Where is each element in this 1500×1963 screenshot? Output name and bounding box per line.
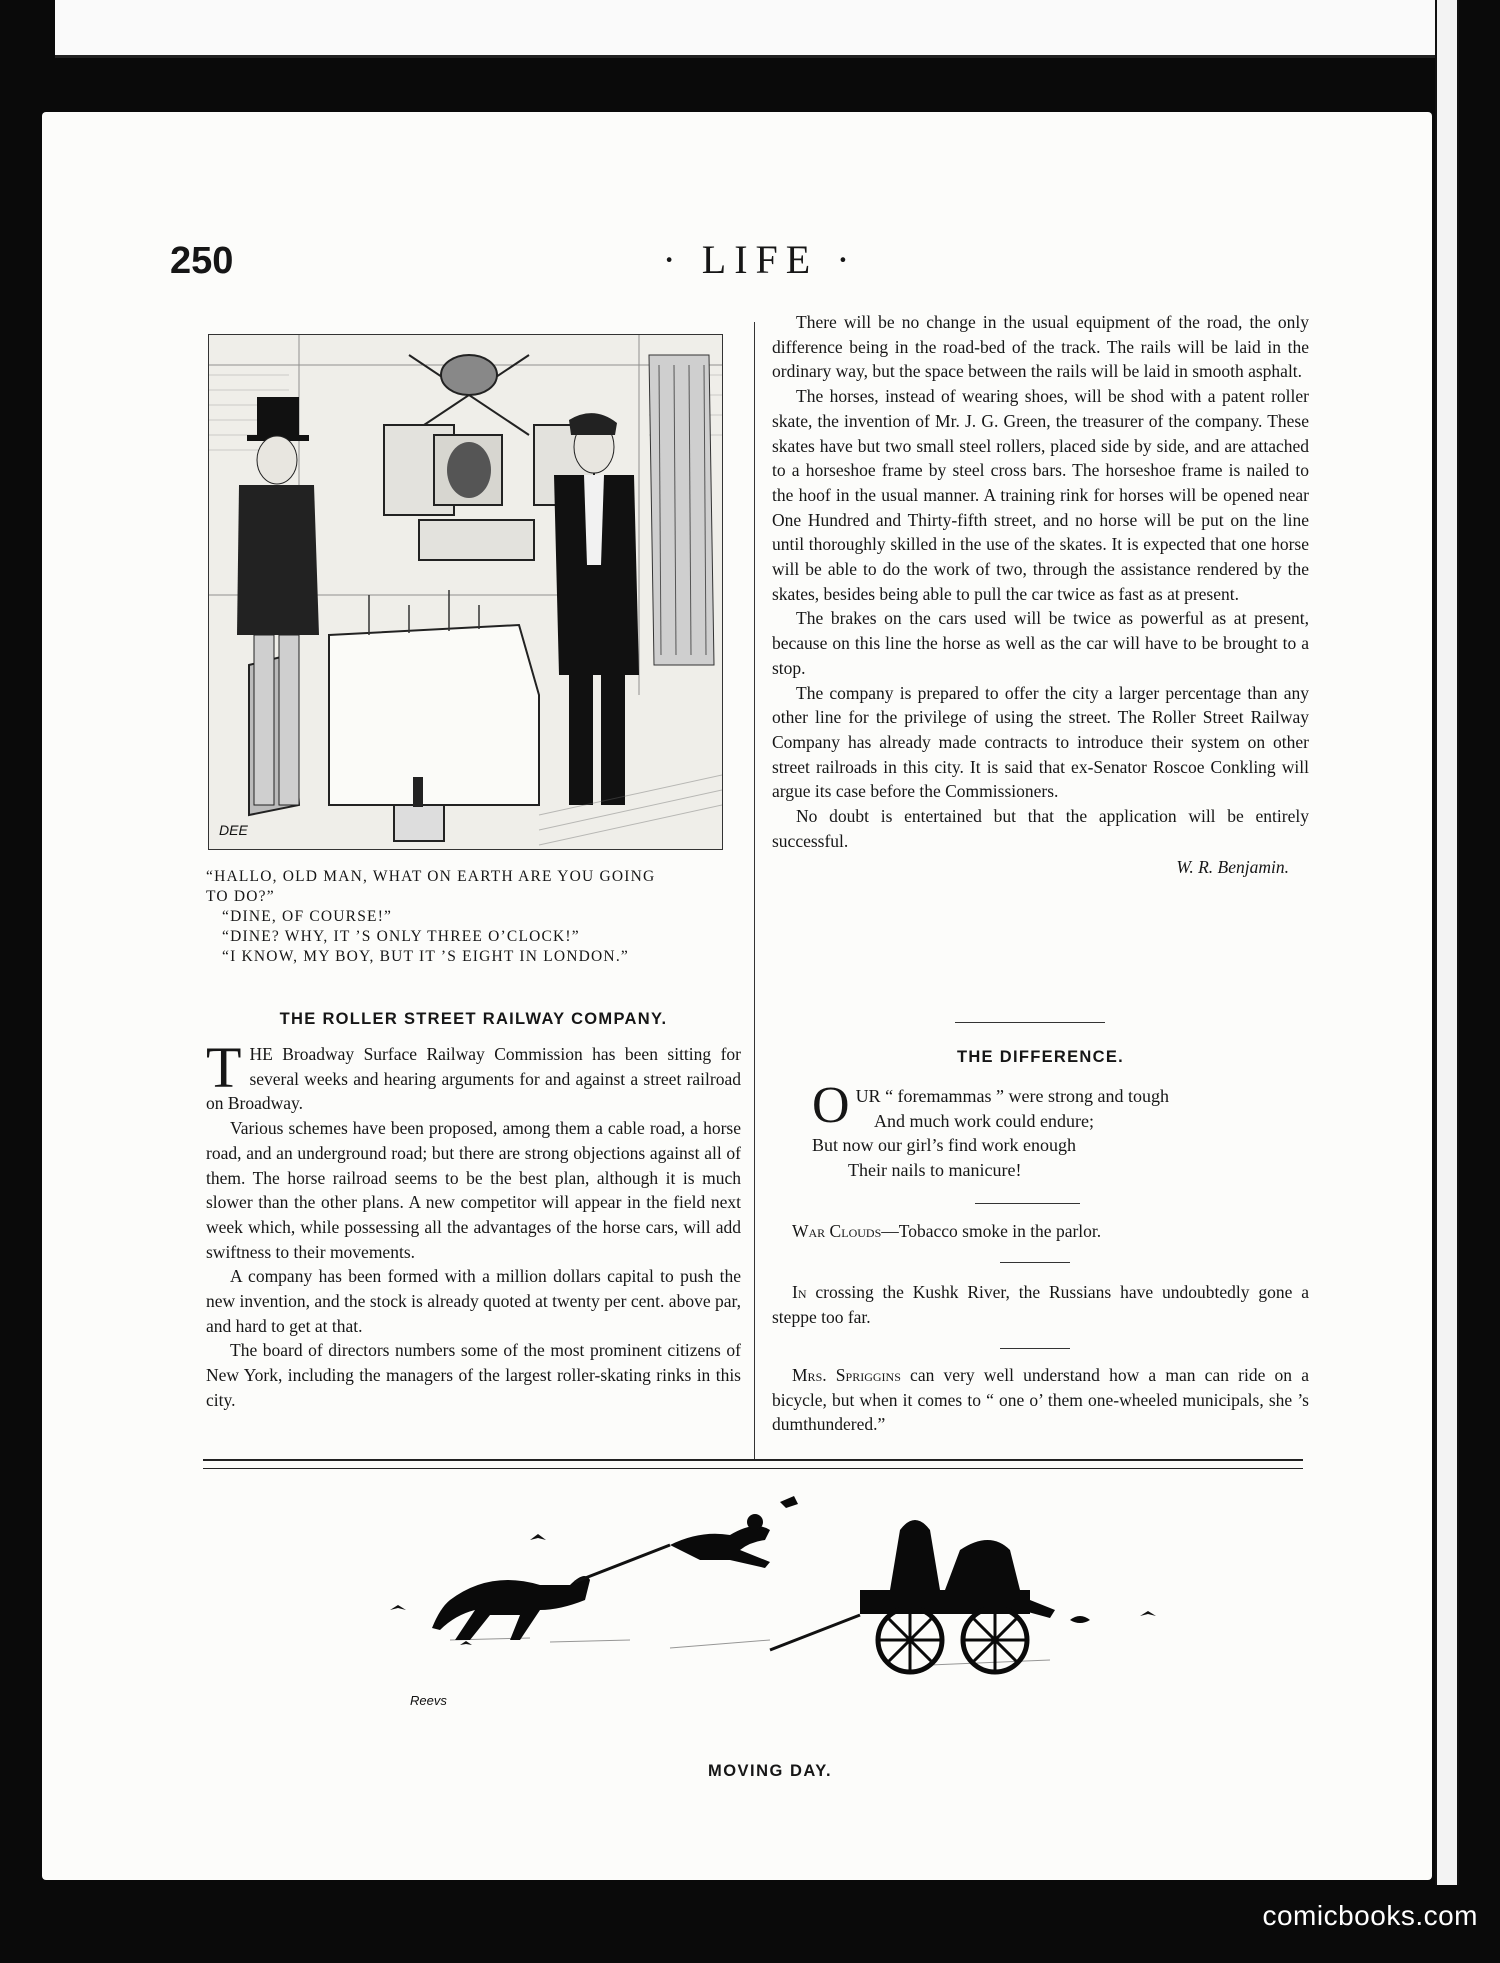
- poem-line: But now our girl’s find work enough: [812, 1135, 1076, 1155]
- separator-rule: [1000, 1348, 1070, 1349]
- article-paragraph: The board of directors numbers some of the most prominent citizens of New York, including the managers of the largest roller-skating rinks in this city.: [206, 1340, 741, 1410]
- caption-line: “HALLO, OLD MAN, WHAT ON EARTH ARE YOU GOING: [206, 868, 656, 885]
- poem-heading: THE DIFFERENCE.: [956, 1048, 1125, 1066]
- article-heading: THE ROLLER STREET RAILWAY COMPANY.: [279, 1010, 668, 1028]
- column-divider: [754, 322, 755, 1459]
- dropcap-letter: T: [206, 1035, 242, 1100]
- filler-text: —Tobacco smoke in the parlor.: [881, 1221, 1102, 1241]
- article-first-paragraph: HE Broadway Surface Railway Commission has been sitting for several weeks and hearing arguments for and against a street railroad on Broadway.: [206, 1044, 741, 1114]
- filler-lead: In: [792, 1282, 807, 1302]
- kushk-river-filler: [772, 1280, 1309, 1329]
- filler-text: crossing the Kushk River, the Russians have undoubtedly gone a steppe too far.: [772, 1282, 1309, 1327]
- moving-day-cartoon: [370, 1490, 1170, 1720]
- page-number: 250: [170, 240, 234, 282]
- article-paragraph: No doubt is entertained but that the application will be entirely successful.: [772, 806, 1309, 851]
- war-clouds-filler: [792, 1219, 1312, 1244]
- moving-day-caption: MOVING DAY.: [707, 1762, 833, 1780]
- caption-line: TO DO?”: [206, 888, 275, 905]
- poem-line: UR “ foremammas ” were strong and tough: [855, 1086, 1169, 1106]
- cartoon-caption: [206, 867, 746, 967]
- article-paragraph: The brakes on the cars used will be twice as powerful as at present, because on this line the horse as well as the car will have to be brought to a stop.: [772, 608, 1309, 678]
- filler-text: can very well understand how a man can ride on a bicycle, but when it comes to “ one o’ them one-wheeled municipals, she ’s dumthundered.”: [772, 1365, 1309, 1435]
- article-paragraph: A company has been formed with a million dollars capital to push the new invention, and the stock is already quoted at twenty per cent. above par, and hard to get at that.: [206, 1266, 741, 1336]
- poem-line: And much work could endure;: [874, 1110, 1094, 1131]
- artist-signature-reevs: Reevs: [410, 1693, 447, 1708]
- difference-poem: [812, 1077, 1292, 1182]
- article-paragraph: The horses, instead of wearing shoes, will be shod with a patent roller skate, the invention of Mr. J. G. Green, the treasurer of the company. These skates have but two small steel rollers, placed side by side, and are attached to a horseshoe frame by steel cross bars. The horseshoe frame is nailed to the hoof in the usual manner. A training rink for horses will be opened near One Hundred and Thirty-fifth street, and no horse will be put on the line until thoroughly skilled in the use of the skates. It is expected that one horse will be able to do the work of two, through the assistance rendered by the skates, besides being able to pull the car twice as fast as at present.: [772, 386, 1309, 604]
- article-right-column: [772, 310, 1309, 880]
- filler-paragraph: [772, 1363, 1309, 1437]
- poem-line: Their nails to manicure!: [848, 1159, 1022, 1180]
- next-page-edge: [1435, 0, 1459, 1885]
- poem-dropcap: O: [812, 1077, 850, 1134]
- separator-rule: [1000, 1262, 1070, 1263]
- article-paragraph: There will be no change in the usual equipment of the road, the only difference being in the road-bed of the track. The rails will be laid in the ordinary way, but the space between the rails will be laid in smooth asphalt.: [772, 312, 1309, 382]
- separator-rule: [975, 1203, 1080, 1204]
- caption-line: “I KNOW, MY BOY, BUT IT ’S EIGHT IN LONDON.”: [222, 948, 629, 965]
- masthead-title: · LIFE ·: [662, 237, 858, 282]
- dining-room-drawing: [209, 335, 722, 849]
- article-signature: W. R. Benjamin.: [1176, 857, 1289, 878]
- article-left-column: [206, 1035, 741, 1413]
- filler-lead: Mrs. Spriggins: [792, 1365, 901, 1385]
- caption-line: “DINE? WHY, IT ’S ONLY THREE O’CLOCK!”: [222, 928, 580, 945]
- page-rule-top: [203, 1459, 1303, 1461]
- article-paragraph: The company is prepared to offer the city a larger percentage than any other line for the privilege of using the street. The Roller Street Railway Company has already made contracts to introduce their system on other street railroads in this city. It is said that ex-Senator Roscoe Conkling will argue its case before the Commissioners.: [772, 682, 1309, 802]
- filler-lead: War Clouds: [792, 1221, 882, 1241]
- dining-room-cartoon: [208, 334, 723, 850]
- article-paragraph: Various schemes have been proposed, among them a cable road, a horse road, and an underground road; but there are strong objections against all of them. The horse railroad seems to be the best plan, although it is much slower than the other plans. A new competitor will appear in the field next week which, while possessing all the advantages of the horse cars, will add swiftness to their movements.: [206, 1118, 741, 1262]
- spriggins-filler: [772, 1363, 1309, 1437]
- artist-signature-dee: DEE: [219, 822, 248, 838]
- caption-line: “DINE, OF COURSE!”: [222, 908, 393, 925]
- moving-day-silhouette: [370, 1490, 1170, 1720]
- separator-rule: [955, 1022, 1105, 1023]
- filler-paragraph: [772, 1280, 1309, 1329]
- site-watermark: comicbooks.com: [1262, 1900, 1478, 1931]
- previous-page-edge: [55, 0, 1450, 58]
- page-rule-bottom: [203, 1468, 1303, 1469]
- article-paragraph: [206, 1035, 741, 1116]
